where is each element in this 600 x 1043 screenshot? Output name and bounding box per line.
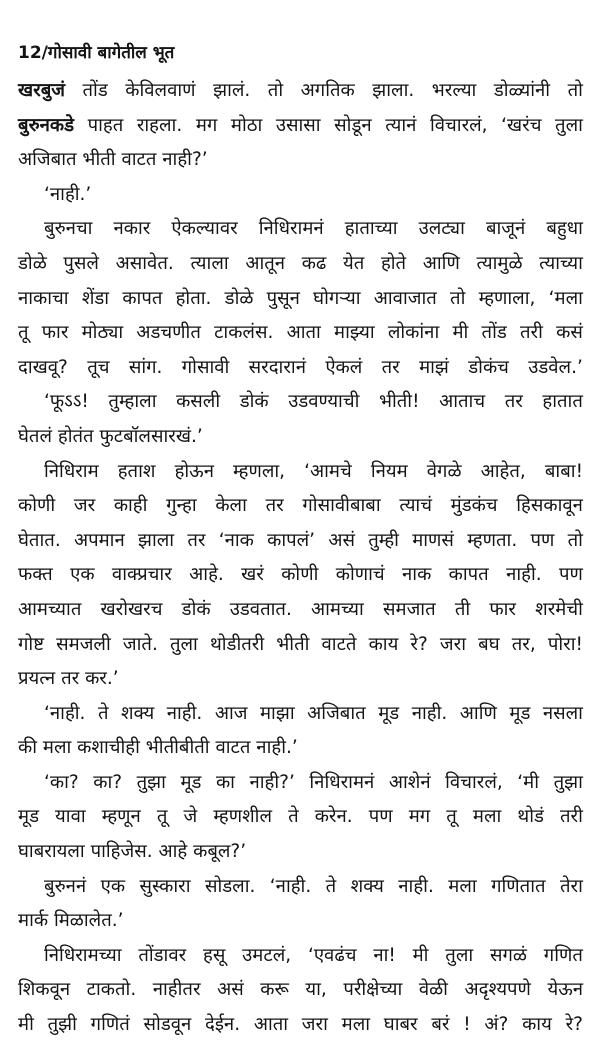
word: ‘खरंच xyxy=(501,114,542,136)
word: बुरुननं xyxy=(44,875,87,897)
word: अदृश्यपणे xyxy=(464,979,531,1001)
word: घेतात. xyxy=(18,529,61,551)
word: जरा xyxy=(301,1014,328,1036)
word: मूड xyxy=(378,702,400,724)
word: निधिरामच्या xyxy=(44,944,122,966)
word: आमच्यात xyxy=(18,598,82,620)
word: म्हणाला, xyxy=(478,287,536,309)
word: वाटते xyxy=(321,633,357,655)
word: ते xyxy=(325,875,337,897)
word: तरी xyxy=(559,806,583,828)
word: केविलवाणं xyxy=(125,80,196,101)
page-number: 12/ xyxy=(18,43,48,63)
text-line xyxy=(18,74,583,109)
word: शिकवून xyxy=(18,979,71,1001)
word: तुझा xyxy=(553,771,583,793)
word: आहेत, xyxy=(480,460,526,482)
text-line: घेतलं होतंत फुटबॉलसारखं.’ xyxy=(18,425,203,447)
word: तो xyxy=(567,529,583,551)
word: बुरुनकडे xyxy=(18,114,74,136)
text-line xyxy=(18,766,583,801)
word: गोसावीबाबा xyxy=(302,495,381,517)
word: नसला xyxy=(542,702,583,724)
word: पाहत xyxy=(87,114,124,136)
word: त्याला xyxy=(190,252,229,274)
word: उडवण्याची xyxy=(288,391,360,413)
word: असं xyxy=(217,979,244,1001)
word: असं xyxy=(328,529,355,551)
word: अपमान xyxy=(73,529,125,551)
word: सोडला. xyxy=(204,875,256,897)
word: कसं xyxy=(556,322,583,344)
word: हाताच्या xyxy=(344,218,398,240)
word: अगतिक xyxy=(300,80,355,101)
word: बहुधा xyxy=(546,218,583,240)
word: मूड xyxy=(180,771,202,793)
word: निधिरामनं xyxy=(258,218,324,240)
word: तोंडावर xyxy=(138,944,187,966)
word: आज xyxy=(214,702,248,724)
word: आवाजात xyxy=(373,287,437,309)
word: नाही. xyxy=(398,875,434,897)
text-line xyxy=(18,282,583,317)
word: गणितात xyxy=(491,875,546,897)
word: माझ्या xyxy=(334,322,375,344)
word: ‘फूऽऽ! xyxy=(44,391,89,413)
word: झाला xyxy=(137,529,175,551)
word: तुम्ही xyxy=(368,529,399,551)
word: पण xyxy=(368,806,393,828)
word: डोळे xyxy=(224,287,254,309)
word: आमच्या xyxy=(311,598,364,620)
word: दाखवू? xyxy=(18,356,68,378)
word: तो xyxy=(567,80,583,101)
word: ‘आमचे xyxy=(304,460,352,482)
word: उलट्या xyxy=(418,218,465,240)
word: वाक्प्रचार xyxy=(111,564,172,586)
text-line xyxy=(18,593,583,628)
text-line xyxy=(18,1008,583,1043)
word: तोंड xyxy=(82,80,108,101)
word: काय xyxy=(522,1014,552,1036)
word: त्यामुळे xyxy=(476,252,523,274)
word: जे xyxy=(183,806,198,828)
text-line xyxy=(18,316,583,351)
word: डोकंच xyxy=(468,356,509,378)
word: येत xyxy=(343,252,365,274)
word: वेगळे xyxy=(426,460,462,482)
word: माझं xyxy=(419,356,449,378)
word: राहला. xyxy=(136,114,183,136)
word: ऐकलं xyxy=(325,356,363,378)
word: तेरा xyxy=(559,875,583,897)
word: खरबुजं xyxy=(18,80,65,101)
page-header xyxy=(18,42,174,64)
word: घोगऱ्या xyxy=(313,287,361,309)
word: खरं xyxy=(241,564,264,586)
word: मला xyxy=(472,806,502,828)
text-line xyxy=(18,524,583,559)
word: ऐकल्यावर xyxy=(171,218,238,240)
text-line xyxy=(18,939,583,974)
word: मला xyxy=(448,875,477,897)
word: भरल्या xyxy=(431,80,477,101)
word: आणि xyxy=(459,702,497,724)
word: का xyxy=(215,771,235,793)
text-line xyxy=(18,628,583,663)
word: ‘मी xyxy=(517,771,540,793)
word: का? xyxy=(93,771,123,793)
word: हिसकावून xyxy=(516,495,583,517)
word: तू xyxy=(156,806,168,828)
word: माणसं xyxy=(412,529,454,551)
word: करू xyxy=(260,979,289,1001)
word: फार xyxy=(489,598,516,620)
word: मुंडकंच xyxy=(450,495,498,517)
word: लोकांना xyxy=(387,322,440,344)
word: शक्य xyxy=(350,875,384,897)
word: नाही?’ xyxy=(249,771,295,793)
word: सुस्कारा xyxy=(139,875,191,897)
word: मला xyxy=(341,1014,371,1036)
text-line: की मला कशाचीही भीतीबीती वाटत नाही.’ xyxy=(18,737,298,759)
word: तर xyxy=(265,495,284,517)
word: येऊन xyxy=(547,979,583,1001)
word: म्हणशील xyxy=(213,806,273,828)
word: परीक्षेच्या xyxy=(343,979,403,1001)
word: समजली xyxy=(56,633,111,655)
word: होते xyxy=(380,252,407,274)
text-line: घाबरायला पाहिजेस. आहे कबूल?’ xyxy=(18,841,247,863)
word: शक्य xyxy=(121,702,155,724)
word: पण xyxy=(530,529,555,551)
word: ते xyxy=(97,702,109,724)
word: कसली xyxy=(176,391,221,413)
word: तोंड xyxy=(481,322,507,344)
word: आता xyxy=(253,1014,289,1036)
word: मूड xyxy=(509,702,531,724)
text-line xyxy=(18,109,583,144)
word: कापलं’ xyxy=(267,529,316,551)
word: समजात xyxy=(383,598,436,620)
word: तूच xyxy=(87,356,110,378)
word: मूड xyxy=(18,806,39,828)
word: तो xyxy=(267,80,284,101)
word: भीती! xyxy=(378,391,420,413)
word: पुसून xyxy=(266,287,300,309)
word: आता xyxy=(286,322,321,344)
word: नियम xyxy=(370,460,408,482)
word: तू xyxy=(18,322,29,344)
word: नाही. xyxy=(166,702,203,724)
word: बघ xyxy=(478,633,500,655)
word: देईन. xyxy=(205,1014,241,1036)
word: गणित xyxy=(543,944,583,966)
text-line: ‘नाही.’ xyxy=(44,183,92,205)
word: ‘नाही. xyxy=(44,702,86,724)
word: मी xyxy=(18,1014,34,1036)
word: टाकलंस. xyxy=(214,322,274,344)
word: कापत xyxy=(448,564,489,586)
word: जर xyxy=(73,495,96,517)
word: म्हणला, xyxy=(233,460,286,482)
word: मग xyxy=(408,806,431,828)
word: रे? xyxy=(565,1014,583,1036)
word: ‘नाक xyxy=(218,529,254,551)
word: कापत xyxy=(122,287,163,309)
word: ‘एवढंच xyxy=(307,944,357,966)
word: पण xyxy=(559,564,583,586)
word: थोडं xyxy=(517,806,544,828)
word: गोष्ट xyxy=(18,633,45,655)
word: अजिबात xyxy=(307,702,366,724)
word: झाला. xyxy=(372,80,415,101)
word: कोणाचं xyxy=(335,564,385,586)
word: काय xyxy=(368,633,399,655)
word: बुरुनचा xyxy=(44,218,93,240)
word: होऊन xyxy=(174,460,214,482)
word: मी xyxy=(412,944,429,966)
word: रे? xyxy=(410,633,428,655)
word: आताच xyxy=(439,391,486,413)
word: तुझी xyxy=(47,1014,77,1036)
word: डोकं xyxy=(239,391,269,413)
word: मी xyxy=(452,322,469,344)
word: सगळं xyxy=(489,944,527,966)
word: उसासा xyxy=(275,114,321,136)
text-line xyxy=(18,351,583,386)
word: नाही. xyxy=(411,702,448,724)
word: निधिराम xyxy=(44,460,99,482)
text-line xyxy=(18,212,583,247)
word: असावेत. xyxy=(115,252,174,274)
word: या, xyxy=(305,979,327,1001)
word: म्हणून xyxy=(101,806,141,828)
word: करेन. xyxy=(314,806,353,828)
word: टाकतो. xyxy=(86,979,137,1001)
word: विचारलं, xyxy=(445,771,503,793)
word: सोडून xyxy=(334,114,372,136)
word: जाते. xyxy=(122,633,158,655)
word: झालं. xyxy=(213,80,251,101)
word: त्यानं xyxy=(385,114,417,136)
word: उडवेल.’ xyxy=(528,356,583,378)
word: माझा xyxy=(259,702,295,724)
word: आशेनं xyxy=(388,771,431,793)
word: नाही. xyxy=(506,564,542,586)
word: डोळे xyxy=(18,252,47,274)
word: शेंडा xyxy=(81,287,110,309)
word: कोणी xyxy=(281,564,319,586)
text-line: अजिबात भीती वाटत नाही?’ xyxy=(18,149,208,171)
body-text xyxy=(18,74,583,1043)
word: बाजूनं xyxy=(485,218,526,240)
text-line: मार्क मिळालेत.’ xyxy=(18,910,124,932)
text-line xyxy=(18,489,583,524)
word: तुला xyxy=(169,633,198,655)
word: त्याच्या xyxy=(539,252,583,274)
word: नाहीतर xyxy=(152,979,201,1001)
word: ना! xyxy=(373,944,396,966)
word: तू xyxy=(446,806,457,828)
word: नकार xyxy=(113,218,151,240)
word: तर xyxy=(381,356,400,378)
text-line xyxy=(18,870,583,905)
word: खरोखरच xyxy=(100,598,163,620)
word: तो xyxy=(450,287,466,309)
text-line: प्रयत्न तर कर.’ xyxy=(18,668,119,690)
word: निधिरामनं xyxy=(309,771,375,793)
word: फार xyxy=(41,322,69,344)
word: तरी xyxy=(520,322,543,344)
word: पोरा! xyxy=(547,633,583,655)
word: भीती xyxy=(276,633,310,655)
word: ‘नाही. xyxy=(269,875,312,897)
word: पुसले xyxy=(63,252,99,274)
word: यावा xyxy=(55,806,86,828)
word: उडवतात. xyxy=(229,598,292,620)
word: तुम्हाला xyxy=(108,391,157,413)
word: हातात xyxy=(542,391,583,413)
word: बरं xyxy=(431,1014,450,1036)
text-line xyxy=(18,558,583,593)
word: हसू xyxy=(203,944,226,966)
word: घाबर xyxy=(383,1014,418,1036)
running-title: गोसावी बागेतील भूत xyxy=(47,43,175,63)
word: गणितं xyxy=(90,1014,130,1036)
word: मोठ्या xyxy=(81,322,124,344)
word: नाकाचा xyxy=(18,287,69,309)
word: त्याचं xyxy=(399,495,432,517)
word: सरदारानं xyxy=(248,356,306,378)
text-line xyxy=(18,697,583,732)
word: डोकं xyxy=(181,598,211,620)
word: ‘का? xyxy=(44,771,79,793)
word: बाबा! xyxy=(544,460,583,482)
word: कोणी xyxy=(18,495,56,517)
word: मोठा xyxy=(230,114,263,136)
word: होता. xyxy=(175,287,212,309)
word: तुझा xyxy=(136,771,166,793)
word: हताश xyxy=(117,460,156,482)
word: तुला xyxy=(555,114,583,136)
word: कढ xyxy=(301,252,327,274)
word: ते xyxy=(288,806,299,828)
word: आतून xyxy=(245,252,286,274)
word: डोळ्यांनी xyxy=(493,80,551,101)
word: मग xyxy=(195,114,218,136)
word: सांग. xyxy=(128,356,163,378)
text-line xyxy=(18,247,583,282)
word: नाक xyxy=(402,564,432,586)
word: तर xyxy=(504,391,523,413)
word: तर xyxy=(187,529,206,551)
word: केला xyxy=(215,495,247,517)
word: जरा xyxy=(439,633,467,655)
word: वेळी xyxy=(418,979,448,1001)
text-line xyxy=(18,800,583,835)
text-line xyxy=(18,385,583,420)
word: गोसावी xyxy=(181,356,230,378)
word: अडचणीत xyxy=(136,322,201,344)
word: एक xyxy=(100,875,126,897)
word: ती xyxy=(454,598,471,620)
text-line xyxy=(18,455,583,490)
word: ! xyxy=(463,1014,471,1036)
word: आणि xyxy=(422,252,460,274)
word: तर, xyxy=(511,633,536,655)
text-line xyxy=(18,973,583,1008)
word: ‘मला xyxy=(548,287,583,309)
word: एक xyxy=(70,564,95,586)
word: अं? xyxy=(484,1014,509,1036)
word: गुन्हा xyxy=(166,495,197,517)
word: आहे. xyxy=(189,564,224,586)
word: उमटलं, xyxy=(242,944,292,966)
word: तुला xyxy=(445,944,474,966)
word: सोडवून xyxy=(143,1014,192,1036)
word: म्हणता. xyxy=(467,529,518,551)
word: काही xyxy=(113,495,148,517)
word: शरमेची xyxy=(535,598,583,620)
word: थोडीतरी xyxy=(209,633,265,655)
word: विचारलं, xyxy=(429,114,488,136)
word: फक्त xyxy=(18,564,53,586)
